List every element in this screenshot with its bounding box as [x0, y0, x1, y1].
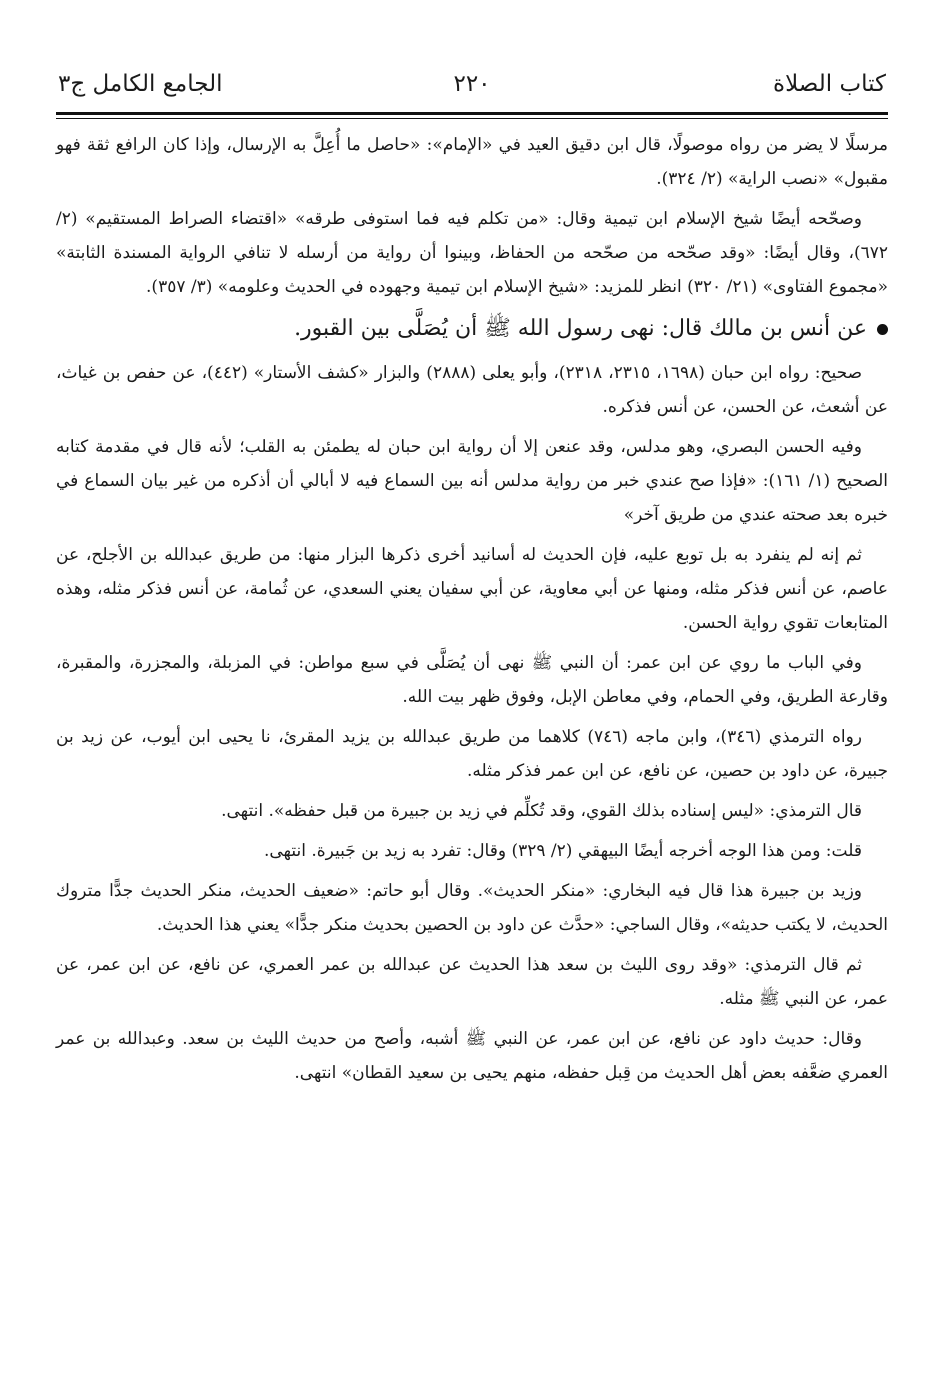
- chapter-title: كتاب الصلاة: [773, 71, 886, 97]
- header-rule-thick: [56, 112, 888, 115]
- paragraph: وقال: حديث داود عن نافع، عن ابن عمر، عن النبي ﷺ أشبه، وأصح من حديث الليث بن سعد. وعبدالله بن عمر العمري ضعَّفه بعض أهل الحديث من قِبل حفظه، منهم يحيى بن سعيد القطان» انتهى.: [56, 1029, 888, 1083]
- paragraph: مرسلًا لا يضر من رواه موصولًا، قال ابن دقيق العيد في «الإمام»: «حاصل ما أُعِلَّ به الإرسال، وإذا كان الرافع ثقة فهو مقبول» «نصب الراية» (٢/ ٣٢٤).: [56, 135, 888, 189]
- paragraph: رواه الترمذي (٣٤٦)، وابن ماجه (٧٤٦) كلاهما من طريق عبدالله بن يزيد المقرئ، نا يحيى ابن أيوب، عن زيد بن جبيرة، عن داود بن حصين، عن نافع، عن ابن عمر فذكر مثله.: [56, 727, 888, 781]
- paragraph: صحيح: رواه ابن حبان (١٦٩٨، ٢٣١٥، ٢٣١٨)، وأبو يعلى (٢٨٨٨) والبزار «كشف الأستار» (٤٤٢)، عن حفص بن غياث، عن أشعث، عن الحسن، عن أنس فذكره.: [56, 363, 888, 417]
- paragraph: قلت: ومن هذا الوجه أخرجه أيضًا البيهقي (٢/ ٣٢٩) وقال: تفرد به زيد بن جَبيرة. انتهى.: [263, 841, 862, 861]
- book-title: الجامع الكامل ج٣: [58, 71, 223, 97]
- paragraph: وزيد بن جبيرة هذا قال فيه البخاري: «منكر الحديث». وقال أبو حاتم: «ضعيف الحديث، منكر الحديث جدًّا متروك الحديث، لا يكتب حديثه»، وقال الساجي: «حدَّث عن داود بن الحصين بحديث منكر جدًّا» يعني هذا الحديث.: [56, 881, 888, 935]
- bullet-icon: [877, 324, 888, 335]
- hadith-line: عن أنس بن مالك قال: نهى رسول الله ﷺ أن يُصَلَّى بين القبور.: [294, 316, 867, 341]
- paragraph: ثم قال الترمذي: «وقد روى الليث بن سعد هذا الحديث عن عبدالله بن عمر العمري، عن نافع، عن ابن عمر، عن عمر، عن النبي ﷺ مثله.: [56, 955, 888, 1009]
- paragraph: قال الترمذي: «ليس إسناده بذلك القوي، وقد تُكلِّم في زيد بن جبيرة من قبل حفظه». انتهى.: [221, 801, 862, 821]
- page-number: ٢٢٠: [453, 71, 491, 97]
- paragraph: وصحّحه أيضًا شيخ الإسلام ابن تيمية وقال: «من تكلم فيه فما استوفى طرقه» «اقتضاء الصراط المستقيم» (٢/ ٦٧٢)، وقال أيضًا: «وقد صحّحه من صحّحه من الحفاظ، وبينوا أن رواية من أرسله لا تنافي الرواية المسندة الثابتة» «مجموع الفتاوى» (٢١/ ٣٢٠) انظر للمزيد: «شيخ الإسلام ابن تيمية وجهوده في الحديث وعلومه» (٣/ ٣٥٧).: [56, 209, 888, 297]
- hadith-text: [56, 310, 888, 348]
- header-rule-thin: [56, 118, 888, 119]
- paragraph: ثم إنه لم ينفرد به بل توبع عليه، فإن الحديث له أسانيد أخرى ذكرها البزار منها: من طريق عبدالله بن الأجلح، عن عاصم، عن أنس فذكر مثله، ومنها عن أبي معاوية، عن أبي سفيان يعني السعدي، عن ثُمامة، عن أنس فذكر مثله، وهذه المتابعات تقوي رواية الحسن.: [56, 545, 888, 633]
- page-header: [58, 68, 886, 108]
- paragraph: وفيه الحسن البصري، وهو مدلس، وقد عنعن إلا أن رواية ابن حبان له يطمئن به القلب؛ لأنه قال في مقدمة كتابه الصحيح (١/ ١٦١): «فإذا صح عندي خبر من رواية مدلس أنه بين السماع فيه لا أبالي أن أذكره من غير بيان السماع في خبره بعد صحته عندي من طريق آخر»: [56, 437, 888, 525]
- paragraph: وفي الباب ما روي عن ابن عمر: أن النبي ﷺ نهى أن يُصَلَّى في سبع مواطن: في المزبلة، والمجزرة، والمقبرة، وقارعة الطريق، وفي الحمام، وفي معاطن الإبل، وفوق ظهر بيت الله.: [56, 653, 888, 707]
- page-body: [56, 128, 888, 1096]
